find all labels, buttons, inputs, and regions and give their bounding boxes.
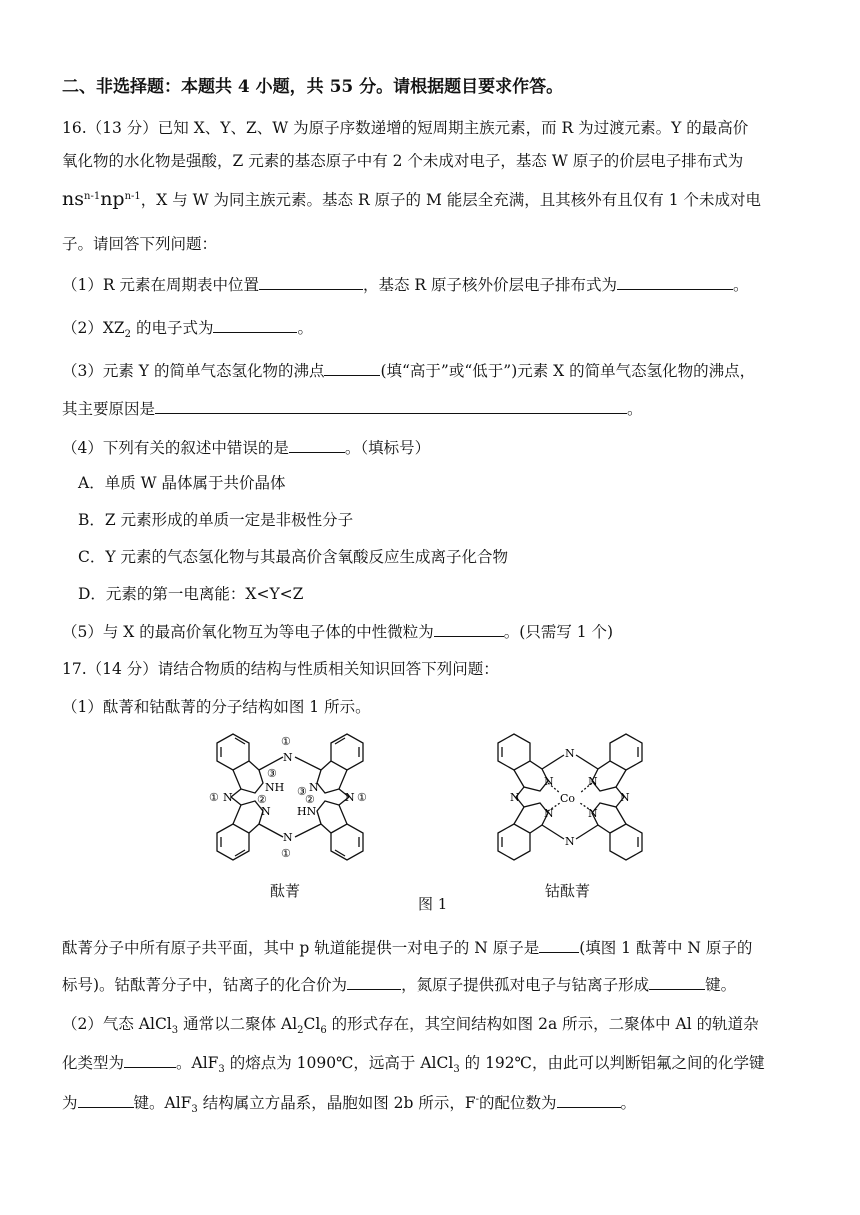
answer-blank[interactable] xyxy=(347,973,401,990)
atom-label: N xyxy=(283,831,293,844)
atom-label: NH xyxy=(265,781,285,794)
q16-part3-line1: （3）元素 Y 的简单气态氢化物的沸点 (填“高于”或“低于”)元素 X 的简单气态氢化物的沸点， xyxy=(62,359,802,382)
answer-blank[interactable] xyxy=(617,273,733,290)
atom-label: N xyxy=(588,807,598,820)
marker-3: ③ xyxy=(267,767,277,780)
atom-label: N xyxy=(620,791,630,804)
q16-intro-line1: 16.（13 分）已知 X、Y、Z、W 为原子序数递增的短周期主族元素，而 R 为过渡元素。Y 的最高价 xyxy=(62,119,749,137)
q17-line3: （2）气态 AlCl$_3$ 通常以二聚体 $Al_2Cl_6$ 的形式存在，其空间结构如图 2a 所示，二聚体中 Al 的轨道杂 xyxy=(62,1015,759,1037)
answer-blank[interactable] xyxy=(259,273,363,290)
q16-part3-line2: 其主要原因是 。 xyxy=(62,397,802,420)
marker-1: ① xyxy=(209,791,219,804)
atom-label: N xyxy=(261,805,271,818)
answer-blank[interactable] xyxy=(649,973,705,990)
cobalt-label: Co xyxy=(560,792,576,805)
atom-label: N xyxy=(283,751,293,764)
q16-part1: （1）R 元素在周期表中位置 ，基态 R 原子核外价层电子排布式为 。 xyxy=(62,273,802,296)
q16-intro-line2: 氧化物的水化物是强酸，Z 元素的基态原子中有 2 个未成对电子，基态 W 原子的价层电子排布式为 xyxy=(62,152,744,170)
atom-label: N xyxy=(544,775,554,788)
option-a: A．单质 W 晶体属于共价晶体 xyxy=(78,474,286,492)
atom-label: N xyxy=(345,791,355,804)
answer-blank[interactable] xyxy=(324,359,380,376)
marker-2: ② xyxy=(305,793,315,806)
answer-blank[interactable] xyxy=(124,1051,176,1068)
q16-part2: $(2)XZ_2$ 的电子式为 。 xyxy=(62,316,802,339)
marker-1: ① xyxy=(281,735,291,748)
atom-label: N xyxy=(565,835,575,848)
label-phthalocyanine: 酞菁 xyxy=(270,882,301,900)
label-cobalt-phthalocyanine: 钴酞菁 xyxy=(545,882,591,900)
q17-line1: 酞菁分子中所有原子共平面，其中 p 轨道能提供一对电子的 N 原子是 (填图 1 酞菁中 N 原子的 xyxy=(62,936,802,959)
q17-line4: 化类型为 。AlF$_3$ 的熔点为 1090℃，远高于 AlCl$_3$ 的 192℃，由此可以判断铝氟之间的化学键 xyxy=(62,1051,802,1074)
atom-label: N xyxy=(510,791,520,804)
q17-line5: 为 键。AlF$_3$ 结构属立方晶系，晶胞如图 2b 所示，F-的配位数为 。 xyxy=(62,1091,802,1114)
atom-label: N xyxy=(223,791,233,804)
q16-part5: （5）与 X 的最高价氧化物互为等电子体的中性微粒为 。(只需写 1 个) xyxy=(62,620,802,643)
marker-3: ③ xyxy=(297,785,307,798)
phthalocyanine-structure xyxy=(205,725,375,875)
atom-label: N xyxy=(309,781,319,794)
q16-intro-line3: $ns^{n-1}np^{n-1}$，X 与 W 为同主族元素。基态 R 原子的 M 能层全充满，且其核外有且仅有 1 个未成对电 xyxy=(62,188,761,210)
answer-blank[interactable] xyxy=(213,316,297,333)
answer-blank[interactable] xyxy=(78,1091,134,1108)
option-b: B．Z 元素形成的单质一定是非极性分子 xyxy=(78,511,354,529)
answer-blank[interactable] xyxy=(289,436,345,453)
answer-blank[interactable] xyxy=(539,936,579,953)
q17-line2: 标号)。钴酞菁分子中，钴离子的化合价为 ，氮原子提供孤对电子与钴离子形成 键。 xyxy=(62,973,802,996)
section-title: 二、非选择题：本题共 4 小题，共 55 分。请根据题目要求作答。 xyxy=(62,77,564,97)
option-d: D．元素的第一电离能：X<Y<Z xyxy=(78,585,304,603)
atom-label: N xyxy=(544,807,554,820)
option-c: C．Y 元素的气态氢化物与其最高价含氧酸反应生成离子化合物 xyxy=(78,548,509,566)
figure-1-caption: 图 1 xyxy=(418,895,448,913)
marker-1: ① xyxy=(281,847,291,860)
q17-intro: 17.（14 分）请结合物质的结构与性质相关知识回答下列问题： xyxy=(62,660,499,678)
answer-blank[interactable] xyxy=(557,1091,621,1108)
q16-part4: （4）下列有关的叙述中错误的是 。（填标号） xyxy=(62,436,802,459)
answer-blank[interactable] xyxy=(434,620,504,637)
cobalt-phthalocyanine-structure xyxy=(490,725,650,875)
answer-blank[interactable] xyxy=(155,397,627,414)
atom-label: HN xyxy=(297,805,317,818)
q16-intro-line4: 子。请回答下列问题： xyxy=(62,235,218,253)
marker-2: ② xyxy=(257,793,267,806)
marker-1: ① xyxy=(357,791,367,804)
q17-part1: （1）酞菁和钴酞菁的分子结构如图 1 所示。 xyxy=(62,698,371,716)
atom-label: N xyxy=(565,747,575,760)
atom-label: N xyxy=(588,775,598,788)
